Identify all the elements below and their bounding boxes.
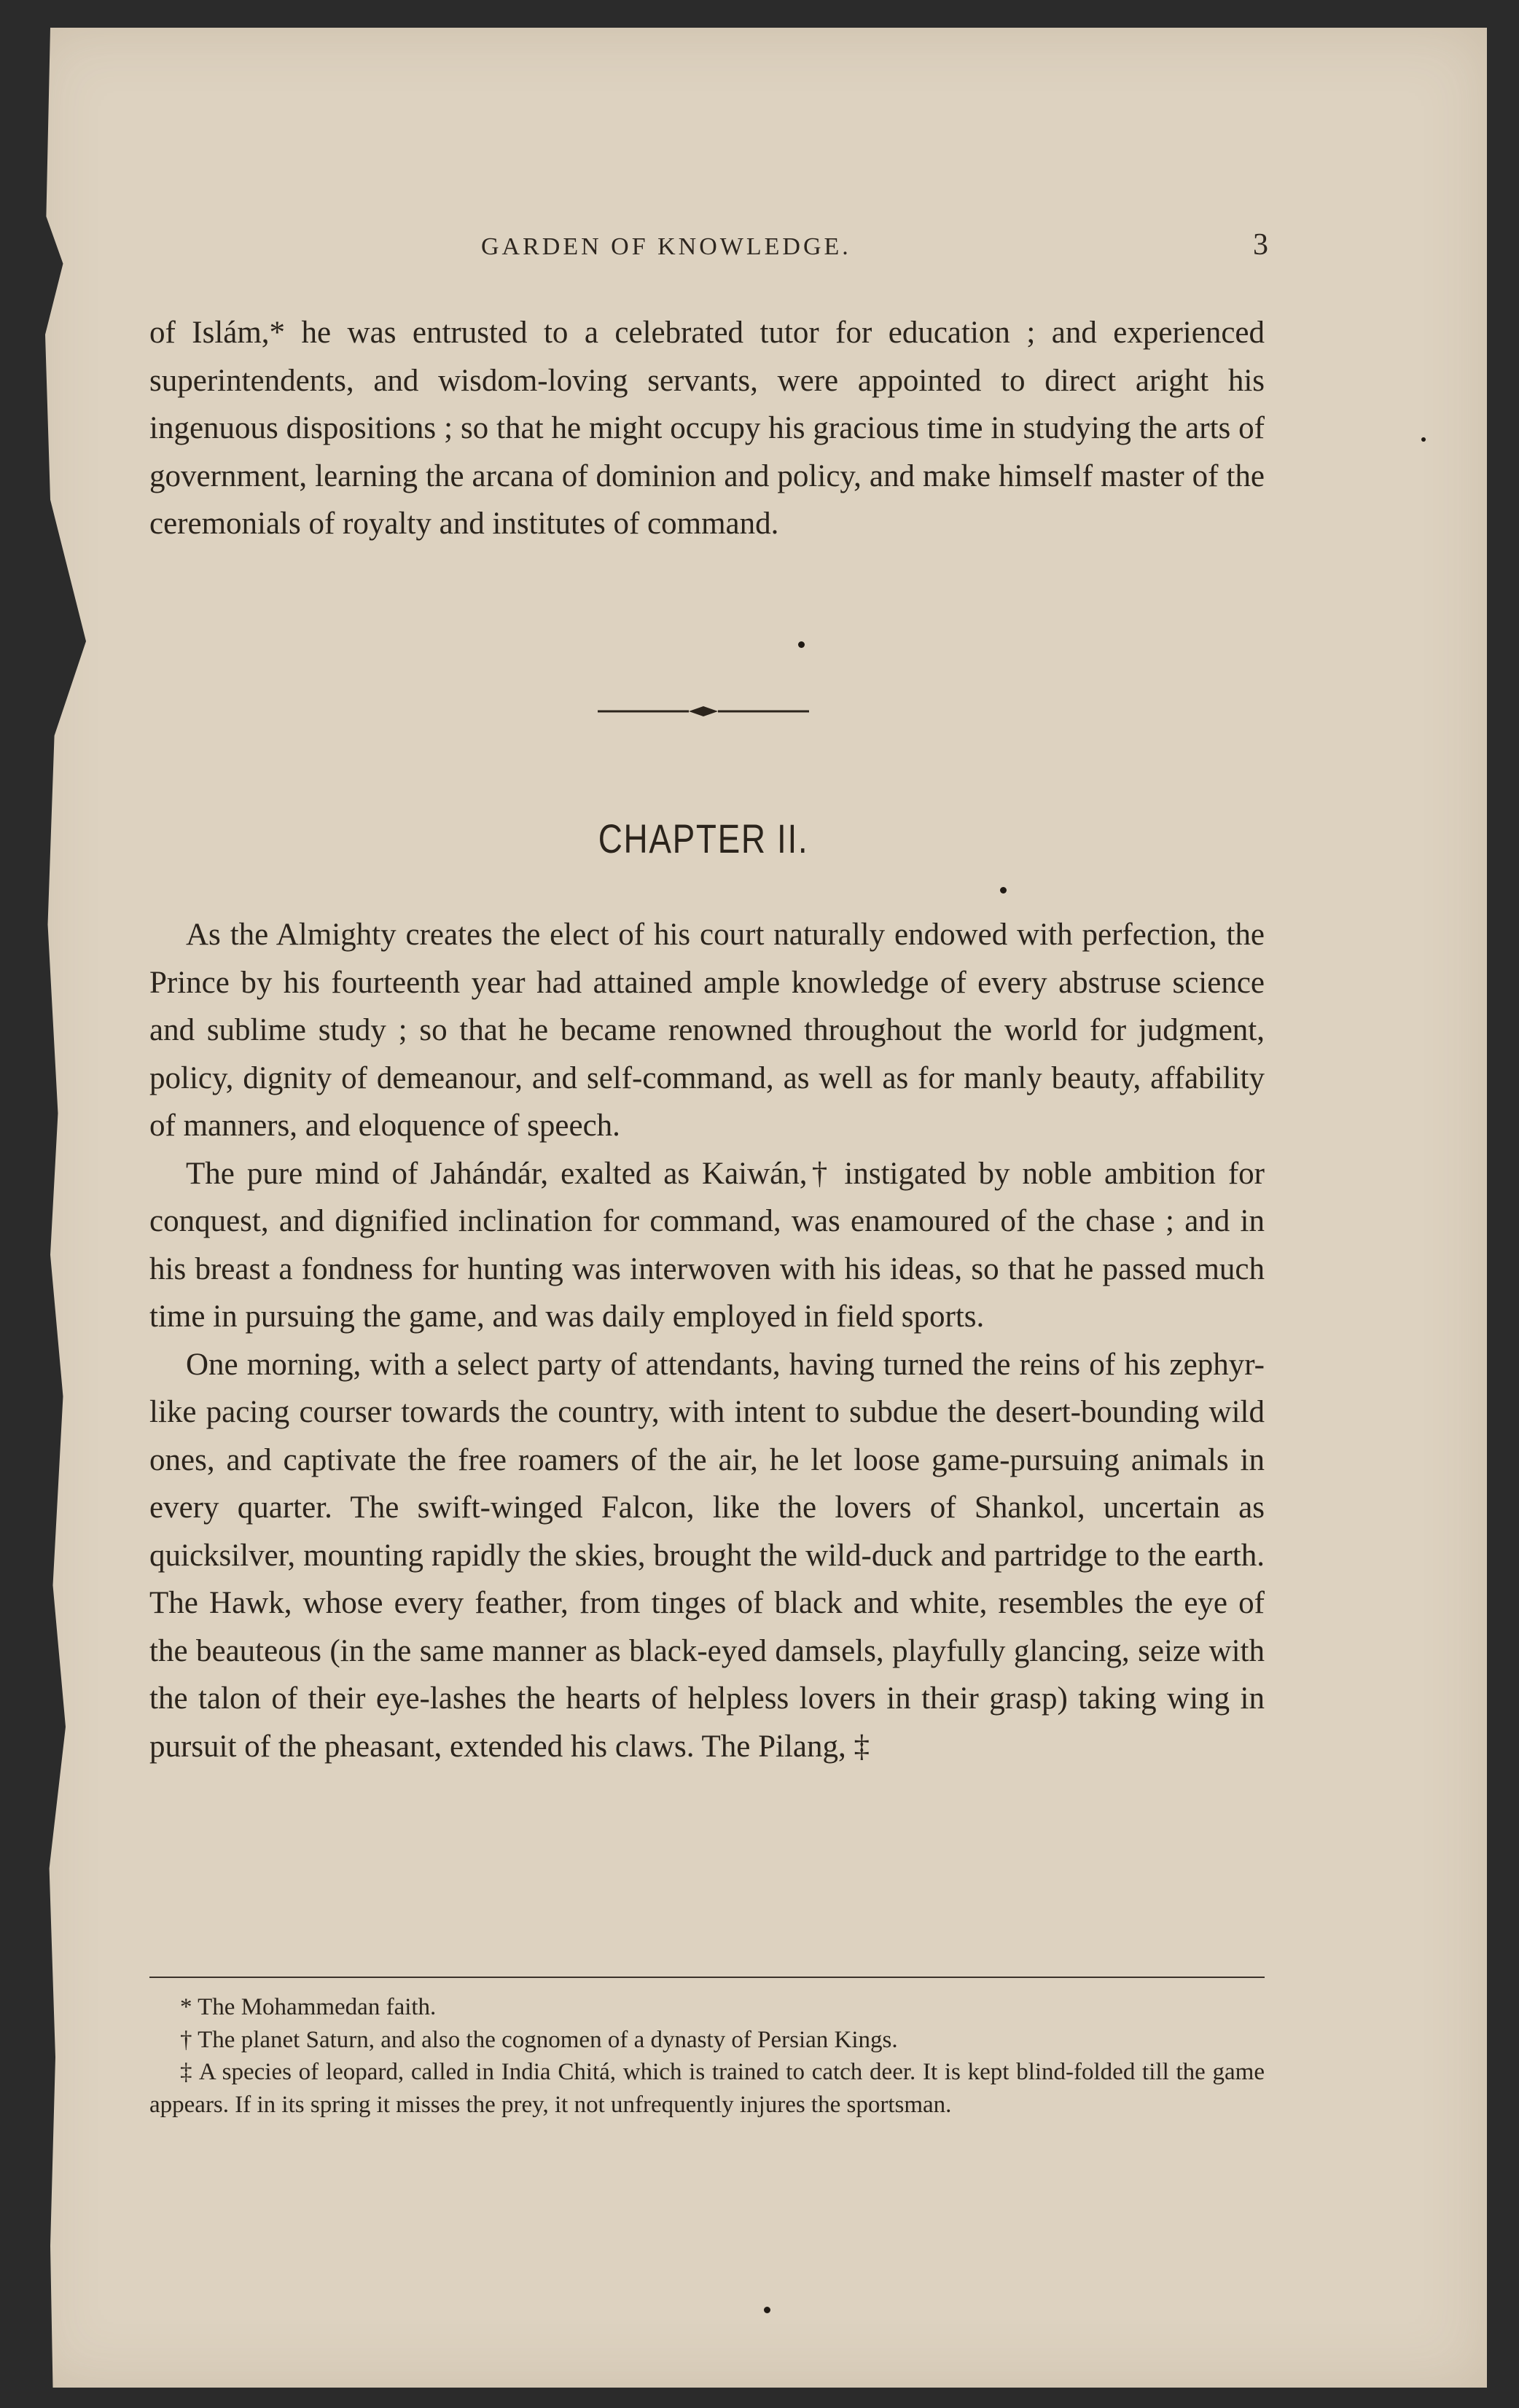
intro-text [149, 309, 1265, 548]
footnotes [149, 1991, 1265, 2121]
paragraph: One morning, with a select party of attendants, having turned the reins of his zephyr-like pacing courser towards the country, with intent to subdue the desert-bounding wild ones, and captivate the free roamers of the air, he let loose game-pursuing animals in every quarter. The swift-winged Falcon, like the lovers of Shankol, uncertain as quicksilver, mounting rapidly the skies, brought the wild-duck and partridge to the earth. The Hawk, whose every feather, from tinges of black and white, resembles the eye of the beauteous (in the same manner as black-eyed damsels, playfully glancing, seize with the talon of their eye-lashes the hearts of helpless lovers in their grasp) taking wing in pursuit of the pheasant, extended his claws. The Pilang, ‡ [149, 1347, 1265, 1764]
running-head: GARDEN OF KNOWLEDGE. [481, 233, 851, 260]
paragraph: The pure mind of Jahándár, exalted as Kaiwán,† instigated by noble ambition for conquest, and dignified inclination for command, was enamoured of the chase ; and in his breast a fondness for hunting was interwoven with his ideas, so that he passed much time in pursuing the game, and was daily employed in field sports. [149, 1156, 1265, 1334]
footnote: ‡ A species of leopard, called in India Chitá, which is trained to catch deer. It is kept blind-folded till the game appears. If in its spring it misses the prey, it not unfrequently injures the sportsman. [149, 2059, 1265, 2118]
page-header [481, 227, 1268, 262]
ink-speck [764, 2307, 770, 2313]
intro-paragraph: of Islám,* he was entrusted to a celebrated tutor for education ; and experienced superintendents, and wisdom-loving servants, were appointed to direct aright his ingenuous dispositions ; so that he might occupy his gracious time in studying the arts of government, learning the arcana of dominion and policy, and make himself master of the ceremonials of royalty and institutes of command. [149, 316, 1265, 541]
chapter-body [149, 911, 1265, 1770]
footnote-divider [149, 1977, 1265, 1978]
ink-speck [1000, 887, 1007, 894]
ink-speck [1421, 437, 1426, 442]
paragraph: As the Almighty creates the elect of his court naturally endowed with perfection, the Prince by his fourteenth year had attained ample knowledge of every abstruse science and sublime study ; so that he became renowned throughout the world for judgment, policy, dignity of demeanour, and self-command, as well as for manly beauty, affability of manners, and eloquence of speech. [149, 918, 1265, 1143]
chapter-title: CHAPTER II. [598, 816, 809, 861]
footnote: † The planet Saturn, and also the cognomen of a dynasty of Persian Kings. [180, 2026, 898, 2053]
footnote: * The Mohammedan faith. [180, 1994, 437, 2020]
ink-speck [798, 641, 805, 648]
section-divider-ornament [598, 703, 809, 720]
page-number: 3 [1253, 228, 1268, 262]
